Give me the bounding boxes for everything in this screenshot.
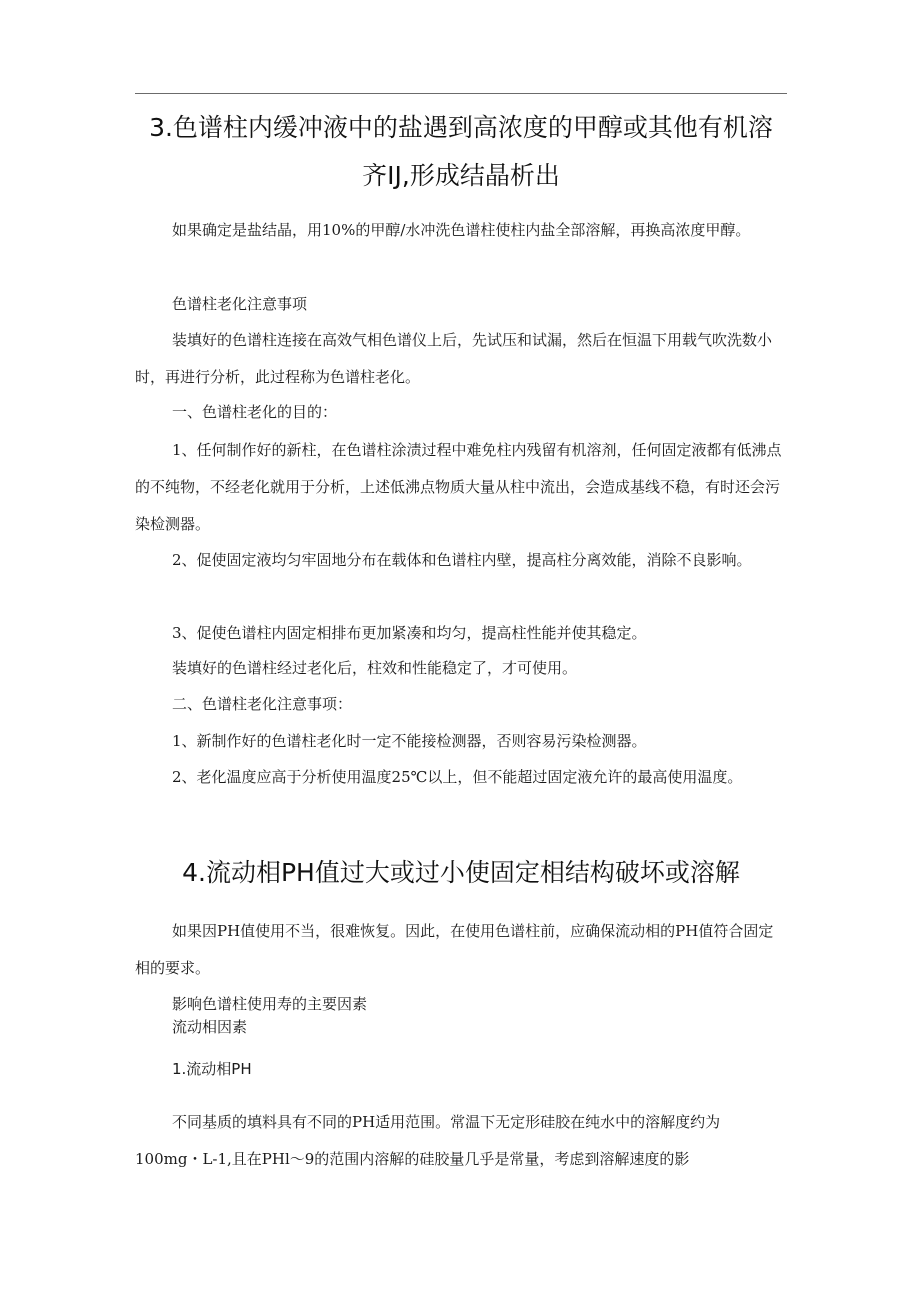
aging-notes-title: 色谱柱老化注意事项 [172,295,308,313]
aging-notes-subtitle: 二、色谱柱老化注意事项： [172,695,353,713]
aging-purpose-title: 一、色谱柱老化的目的： [172,403,338,421]
section-3-heading-line1: 3.色谱柱内缓冲液中的盐遇到高浓度的甲醇或其他有机溶 [149,113,773,142]
silica-paragraph: 不同基质的填料具有不同的PH适用范围。常温下无定形硅胶在纯水中的溶解度约为100mg・L-1,且在PHl～9的范围内溶解的硅胶量几乎是常量，考虑到溶解速度的影 [135,1113,721,1168]
mobile-phase-ph-title: 1.流动相PH [172,1060,252,1078]
purpose-item-1: 1、任何制作好的新柱，在色谱柱涂渍过程中难免柱内残留有机溶剂，任何固定液都有低沸点的不纯物，不经老化就用于分析，上述低沸点物质大量从柱中流出，会造成基线不稳，有时还会污染检测器。 [135,441,782,533]
mobile-phase-title: 流动相因素 [172,1018,248,1036]
note-item-2: 2、老化温度应高于分析使用温度25℃以上，但不能超过固定液允许的最高使用温度。 [172,768,743,786]
salt-crystal-paragraph: 如果确定是盐结晶，用10%的甲醇/水冲洗色谱柱使柱内盐全部溶解，再换高浓度甲醇。 [172,221,751,239]
purpose-item-2: 2、促使固定液均匀牢固地分布在载体和色谱柱内壁，提高柱分离效能，消除不良影响。 [172,551,752,569]
section-4-heading: 4.流动相PH值过大或过小使固定相结构破坏或溶解 [182,858,740,887]
note-item-1: 1、新制作好的色谱柱老化时一定不能接检测器，否则容易污染检测器。 [172,732,647,750]
life-factors-title: 影响色谱柱使用寿的主要因素 [172,995,368,1013]
header-rule [135,93,787,94]
purpose-item-3: 3、促使色谱柱内固定相排布更加紧凑和均匀，提高柱性能并使其稳定。 [172,624,647,642]
ph-paragraph: 如果因PH值使用不当，很难恢复。因此，在使用色谱柱前，应确保流动相的PH值符合固定相的要求。 [135,922,774,977]
aging-intro-paragraph: 装填好的色谱柱连接在高效气相色谱仪上后，先试压和试漏，然后在恒温下用载气吹洗数小时，再进行分析，此过程称为色谱柱老化。 [135,331,773,386]
section-3-heading-line2: 齐IJ,形成结晶析出 [362,161,560,190]
purpose-summary: 装填好的色谱柱经过老化后，柱效和性能稳定了，才可使用。 [172,659,578,677]
